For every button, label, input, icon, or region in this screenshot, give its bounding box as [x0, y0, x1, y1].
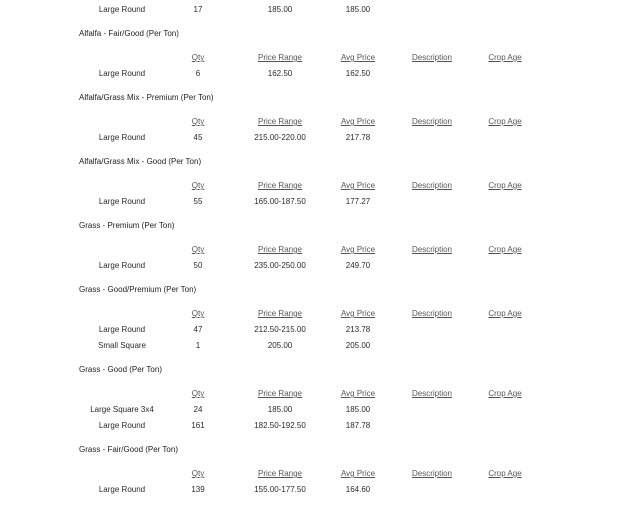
- price-range-value: 185.00: [267, 405, 293, 414]
- column-header-row: [0, 467, 640, 481]
- qty-value: 139: [191, 485, 205, 494]
- description-header: Description: [411, 181, 452, 190]
- avg-price-value: 213.78: [345, 325, 371, 334]
- table-row: [0, 3, 640, 17]
- avg-price-value: 185.00: [345, 405, 371, 414]
- table-row: [0, 131, 640, 145]
- description-header: Description: [411, 117, 452, 126]
- price-range-value: 162.50: [267, 69, 293, 78]
- qty-value: 161: [191, 421, 205, 430]
- column-header-row: [0, 179, 640, 193]
- qty-header: Qty: [191, 117, 205, 126]
- qty-value: 45: [193, 133, 203, 142]
- crop-age-header: Crop Age: [488, 389, 522, 398]
- bale-type: Large Round: [98, 421, 146, 430]
- bale-type: Small Square: [97, 341, 147, 350]
- qty-value: 17: [193, 5, 203, 14]
- bale-type: Large Round: [98, 485, 146, 494]
- table-row: [0, 339, 640, 353]
- price-range-value: 185.00: [267, 5, 293, 14]
- avg-price-value: 217.78: [345, 133, 371, 142]
- table-row: [0, 483, 640, 497]
- qty-header: Qty: [191, 53, 205, 62]
- table-row: [0, 419, 640, 433]
- crop-age-header: Crop Age: [488, 117, 522, 126]
- crop-age-header: Crop Age: [488, 53, 522, 62]
- avg-price-value: 185.00: [345, 5, 371, 14]
- table-row: [0, 259, 640, 273]
- avg-price-header: Avg Price: [340, 53, 376, 62]
- description-header: Description: [411, 53, 452, 62]
- avg-price-header: Avg Price: [340, 245, 376, 254]
- price-range-value: 212.50-215.00: [254, 325, 306, 334]
- crop-age-header: Crop Age: [488, 309, 522, 318]
- column-header-row: [0, 243, 640, 257]
- qty-header: Qty: [191, 389, 205, 398]
- qty-value: 6: [195, 69, 201, 78]
- avg-price-value: 177.27: [345, 197, 371, 206]
- section-title: Grass - Good (Per Ton): [79, 365, 162, 374]
- avg-price-header: Avg Price: [340, 117, 376, 126]
- avg-price-value: 205.00: [345, 341, 371, 350]
- qty-value: 1: [195, 341, 201, 350]
- description-header: Description: [411, 469, 452, 478]
- price-range-header: Price Range: [257, 309, 303, 318]
- section-title: Alfalfa/Grass Mix - Good (Per Ton): [79, 157, 202, 166]
- avg-price-value: 249.70: [345, 261, 371, 270]
- qty-header: Qty: [191, 469, 205, 478]
- column-header-row: [0, 387, 640, 401]
- avg-price-header: Avg Price: [340, 309, 376, 318]
- qty-value: 24: [193, 405, 203, 414]
- section-title: Grass - Good/Premium (Per Ton): [79, 285, 197, 294]
- qty-value: 55: [193, 197, 203, 206]
- bale-type: Large Round: [98, 197, 146, 206]
- column-header-row: [0, 307, 640, 321]
- crop-age-header: Crop Age: [488, 181, 522, 190]
- price-range-value: 205.00: [267, 341, 293, 350]
- qty-header: Qty: [191, 309, 205, 318]
- description-header: Description: [411, 389, 452, 398]
- table-row: [0, 67, 640, 81]
- avg-price-header: Avg Price: [340, 181, 376, 190]
- avg-price-value: 162.50: [345, 69, 371, 78]
- description-header: Description: [411, 309, 452, 318]
- bale-type: Large Round: [98, 261, 146, 270]
- price-range-header: Price Range: [257, 117, 303, 126]
- table-row: [0, 195, 640, 209]
- bale-type: Large Round: [98, 5, 146, 14]
- price-range-header: Price Range: [257, 245, 303, 254]
- qty-header: Qty: [191, 245, 205, 254]
- qty-value: 47: [193, 325, 203, 334]
- price-range-value: 182.50-192.50: [254, 421, 306, 430]
- column-header-row: [0, 51, 640, 65]
- qty-value: 50: [193, 261, 203, 270]
- section-title: Alfalfa - Fair/Good (Per Ton): [79, 29, 179, 38]
- price-range-header: Price Range: [257, 469, 303, 478]
- table-row: [0, 323, 640, 337]
- section-title: Alfalfa/Grass Mix - Premium (Per Ton): [79, 93, 214, 102]
- description-header: Description: [411, 245, 452, 254]
- avg-price-header: Avg Price: [340, 389, 376, 398]
- price-range-value: 155.00-177.50: [254, 485, 306, 494]
- bale-type: Large Round: [98, 133, 146, 142]
- crop-age-header: Crop Age: [488, 469, 522, 478]
- bale-type: Large Round: [98, 69, 146, 78]
- table-row: [0, 403, 640, 417]
- price-range-header: Price Range: [257, 181, 303, 190]
- price-range-header: Price Range: [257, 53, 303, 62]
- avg-price-value: 164.60: [345, 485, 371, 494]
- price-range-header: Price Range: [257, 389, 303, 398]
- column-header-row: [0, 115, 640, 129]
- section-title: Grass - Fair/Good (Per Ton): [79, 445, 178, 454]
- section-title: Grass - Premium (Per Ton): [79, 221, 175, 230]
- bale-type: Large Square 3x4: [90, 405, 154, 414]
- qty-header: Qty: [191, 181, 205, 190]
- price-range-value: 165.00-187.50: [254, 197, 306, 206]
- crop-age-header: Crop Age: [488, 245, 522, 254]
- price-range-value: 215.00-220.00: [254, 133, 306, 142]
- avg-price-header: Avg Price: [340, 469, 376, 478]
- bale-type: Large Round: [98, 325, 146, 334]
- price-range-value: 235.00-250.00: [254, 261, 306, 270]
- avg-price-value: 187.78: [345, 421, 371, 430]
